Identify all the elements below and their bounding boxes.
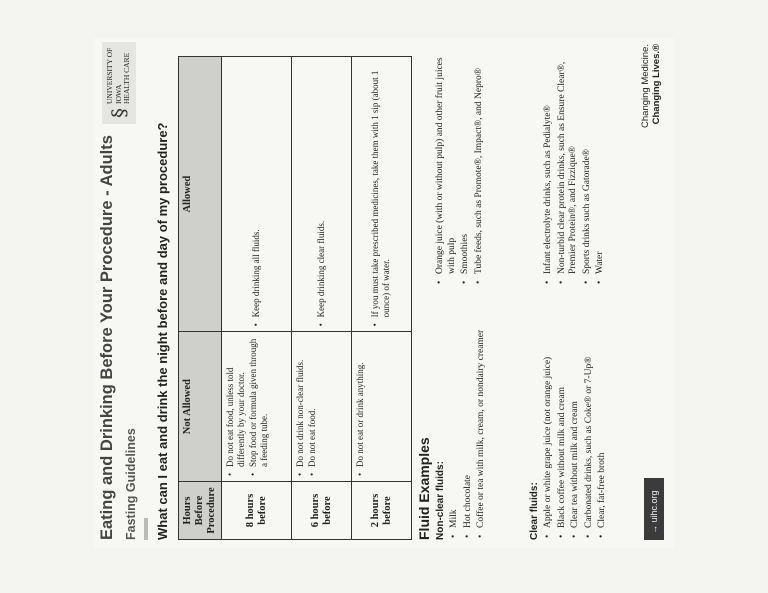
clear-fluids-heading: Clear fluids: [529,482,540,540]
section-question: What can I eat and drink the night before and day of my procedure? [155,122,170,540]
list-item: • Water [595,41,607,286]
hours-cell: 8 hours before [222,482,292,540]
page-title: Eating and Drinking Before Your Procedure - Adults [98,135,116,540]
table-row [352,57,412,540]
list-item: • Non-turbid clear protein drinks, such as Ensure Clear®, Premier Protein®, and Fizzique® [557,41,580,286]
list-item: • Smoothies [460,41,472,286]
hours-cell: 6 hours before [292,482,352,540]
list-item: • Clear, fat-free broth [597,300,609,540]
divider [144,518,148,540]
list-item: • Carbonated drinks, such as Coke® or 7-Up® [584,300,596,540]
non-clear-list-right [435,41,487,286]
tagline: Changing Medicine. Changing Lives.® [640,44,662,128]
list-item: • Black coffee without milk and cream [557,300,569,540]
table-header-row [179,57,222,540]
header-allowed: Allowed [179,57,222,332]
fluid-examples-heading: Fluid Examples [416,437,432,540]
list-item: • Stop food or formula given through a feeding tube. [248,337,270,476]
logo-mark-icon: § [107,108,131,118]
header-hours: Hours Before Procedure [179,482,222,540]
list-item: • If you must take prescribed medicines, take them with 1 sip (about 1 ounce) of water. [370,62,392,326]
hours-cell: 2 hours before [352,482,412,540]
header-not-allowed: Not Allowed [179,332,222,482]
clear-list-left [543,300,611,540]
list-item: • Do not drink non-clear fluids. [295,337,306,476]
non-clear-fluids-heading: Non-clear fluids: [435,461,446,540]
not-allowed-cell [222,332,292,482]
list-item: • Do not eat food. [307,337,318,476]
allowed-cell [222,57,292,332]
list-item: • Keep drinking all fluids. [251,62,262,326]
logo-text: UNIVERSITY OF IOWA HEALTH CARE [105,47,132,104]
list-item: • Milk [449,325,461,540]
list-item: • Do not eat food, unless told differently by your doctor. [225,337,247,476]
list-item: • Do not eat or drink anything. [355,337,366,476]
list-item: • Sports drinks such as Gatorade® [582,41,594,286]
not-allowed-cell [292,332,352,482]
list-item: • Keep drinking clear fluids. [316,62,327,326]
list-item: • Coffee or tea with milk, cream, or nondairy creamer [476,325,488,540]
document-page [94,38,674,548]
table-row [222,57,292,540]
website-link[interactable]: → uihc.org [644,478,664,540]
list-item: • Orange juice (with or without pulp) and other fruit juices with pulp [435,41,458,286]
page-subtitle: Fasting Guidelines [124,428,138,540]
list-item: • Tube feeds, such as Promote®, Impact®, and Nepro® [474,41,486,286]
uihc-logo [102,42,136,124]
fasting-table [178,56,412,540]
list-item: • Clear tea without milk and cream [570,300,582,540]
clear-list-right [543,41,609,286]
list-item: • Hot chocolate [463,325,475,540]
allowed-cell [292,57,352,332]
non-clear-list-left [449,325,490,540]
table-row [292,57,352,540]
list-item: • Infant electrolyte drinks, such as Pedialyte® [543,41,555,286]
allowed-cell [352,57,412,332]
list-item: • Apple or white grape juice (not orange juice) [543,300,555,540]
not-allowed-cell [352,332,412,482]
